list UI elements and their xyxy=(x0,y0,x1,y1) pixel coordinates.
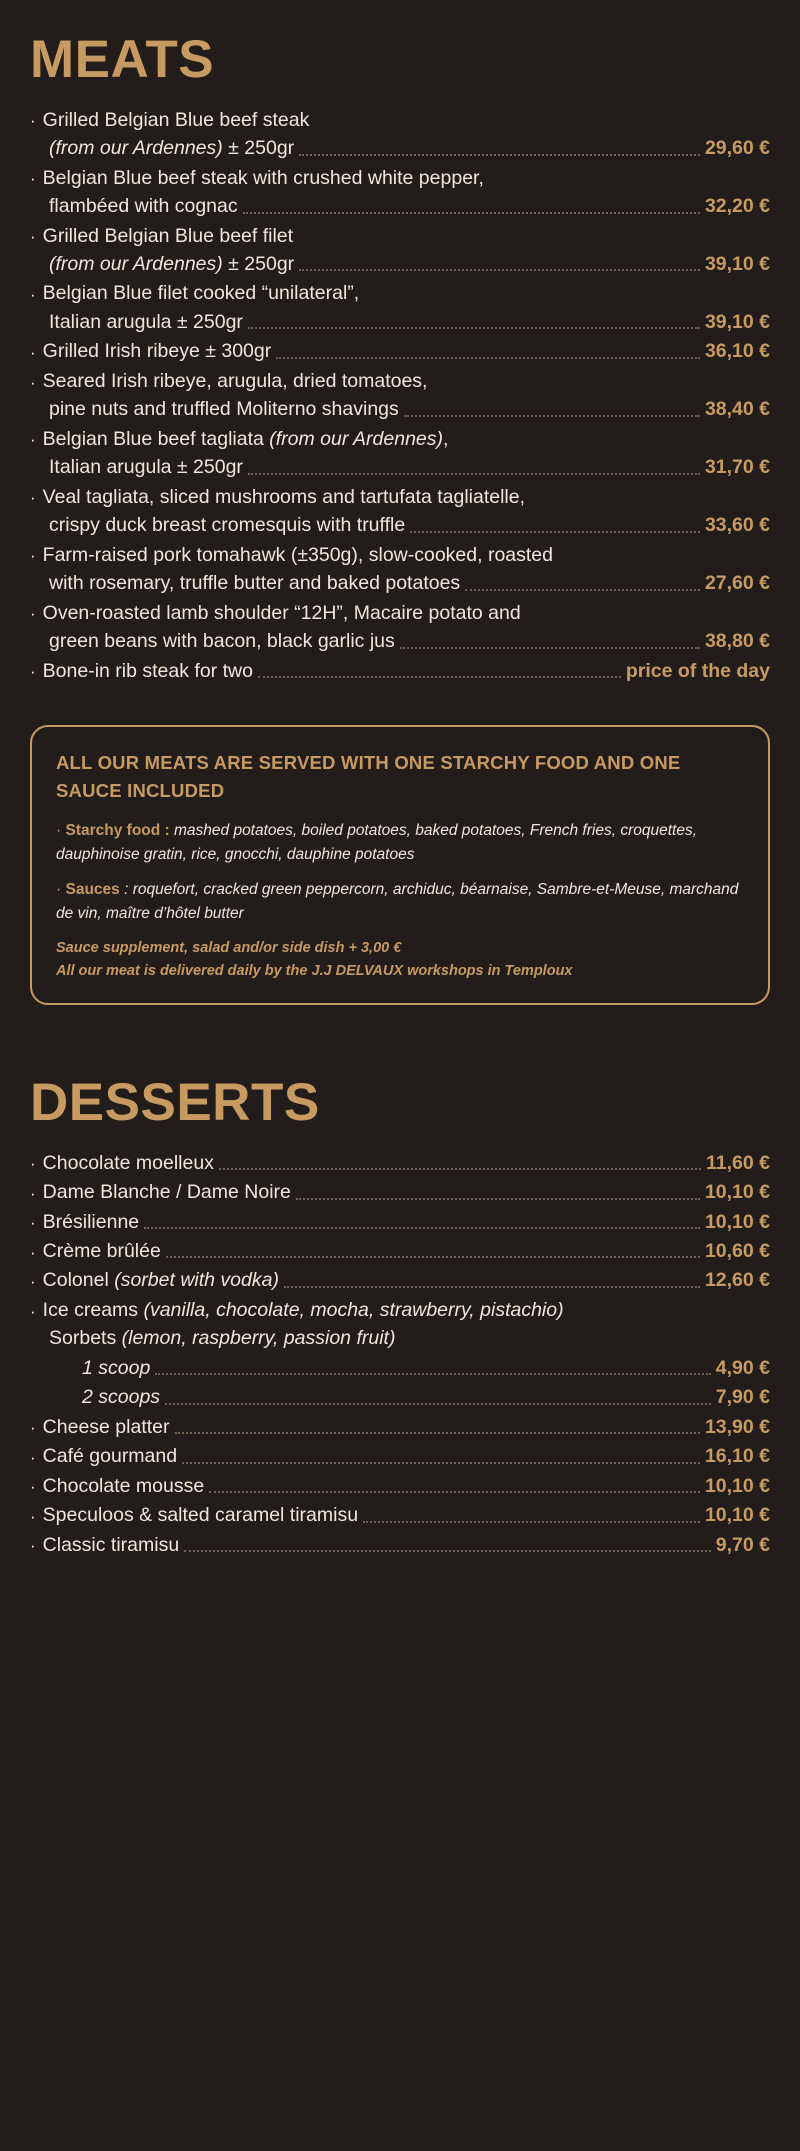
item-price: 9,70 € xyxy=(715,1533,770,1556)
item-price: price of the day xyxy=(625,659,770,682)
menu-item xyxy=(30,1237,770,1265)
item-name-text: with rosemary, truffle butter and baked potatoes xyxy=(49,572,461,595)
item-name: Bone-in rib steak for two xyxy=(42,659,253,682)
item-price: 16,10 € xyxy=(704,1445,770,1468)
dot-leader xyxy=(248,327,700,329)
item-price: 39,10 € xyxy=(704,252,770,275)
item-name xyxy=(49,134,294,162)
bullet-icon: · xyxy=(30,1447,36,1467)
menu-item xyxy=(30,1354,770,1382)
bullet-icon: · xyxy=(30,1536,36,1556)
dot-leader xyxy=(155,1373,710,1375)
meats-item-list xyxy=(30,106,770,685)
bullet-icon: · xyxy=(30,546,36,566)
bullet-icon: · xyxy=(30,372,36,392)
bullet-icon: · xyxy=(30,488,36,508)
item-name-text: Italian arugula ± 250gr xyxy=(49,310,243,333)
menu-item xyxy=(30,1178,770,1206)
info-box-starchy-line xyxy=(56,819,744,867)
item-name-note: (sorbet with vodka) xyxy=(114,1269,279,1292)
item-name: Chocolate mousse xyxy=(42,1474,205,1497)
item-price: 38,80 € xyxy=(704,630,770,653)
menu-item-line2 xyxy=(30,308,770,336)
item-name xyxy=(49,453,243,481)
dot-leader xyxy=(175,1432,700,1434)
menu-item-line1 xyxy=(30,367,770,395)
menu-item-line1 xyxy=(30,279,770,307)
item-price: 33,60 € xyxy=(704,514,770,537)
bullet-icon: · xyxy=(30,111,36,131)
menu-item xyxy=(30,425,770,482)
menu-item xyxy=(30,1413,770,1441)
item-price: 36,10 € xyxy=(704,340,770,363)
bullet-icon: · xyxy=(30,343,36,363)
item-name xyxy=(49,1324,395,1352)
menu-item xyxy=(30,599,770,656)
menu-item xyxy=(30,367,770,424)
item-price: 32,20 € xyxy=(704,195,770,218)
item-name xyxy=(49,308,243,336)
menu-item-line1 xyxy=(30,222,770,250)
menu-item xyxy=(30,164,770,221)
menu-item-line1 xyxy=(30,164,770,192)
menu-item xyxy=(30,1266,770,1294)
item-name-text: pine nuts and truffled Moliterno shavings xyxy=(49,398,399,421)
item-name-text: Belgian Blue beef tagliata xyxy=(42,427,270,450)
item-price: 31,70 € xyxy=(704,456,770,479)
item-name-suffix: , xyxy=(443,427,449,450)
dot-leader xyxy=(296,1198,700,1200)
item-name xyxy=(49,395,399,423)
item-name: Dame Blanche / Dame Noire xyxy=(42,1181,291,1204)
item-name-text: Colonel xyxy=(42,1269,115,1292)
menu-item xyxy=(30,1208,770,1236)
bullet-icon: · xyxy=(30,1213,36,1233)
bullet-icon: · xyxy=(30,1418,36,1438)
item-price: 10,10 € xyxy=(704,1474,770,1497)
item-name-text: flambéed with cognac xyxy=(49,195,238,218)
item-name-note: (from our Ardennes) xyxy=(49,137,223,160)
item-price: 29,60 € xyxy=(704,137,770,160)
item-name: Speculoos & salted caramel tiramisu xyxy=(42,1504,359,1527)
item-price: 4,90 € xyxy=(715,1356,770,1379)
dot-leader xyxy=(243,212,700,214)
menu-item-line2 xyxy=(30,1324,770,1352)
item-name: 1 scoop xyxy=(82,1356,151,1379)
menu-item xyxy=(30,1531,770,1559)
item-price: 10,10 € xyxy=(704,1504,770,1527)
item-name: Oven-roasted lamb shoulder “12H”, Macaire potato and xyxy=(42,601,521,624)
item-name-suffix: ± 250gr xyxy=(222,137,295,160)
item-price: 10,60 € xyxy=(704,1240,770,1262)
bullet-icon: · xyxy=(30,1272,36,1292)
dot-leader xyxy=(219,1168,701,1170)
bullet-icon: · xyxy=(30,662,36,682)
menu-item-line1 xyxy=(30,425,770,453)
dot-leader xyxy=(209,1491,700,1493)
meats-info-box xyxy=(30,725,770,1005)
dot-leader xyxy=(363,1521,700,1523)
item-name: Chocolate moelleux xyxy=(42,1151,214,1174)
item-name xyxy=(49,569,460,597)
menu-item-line2 xyxy=(30,627,770,655)
item-price: 12,60 € xyxy=(704,1269,770,1292)
menu-item xyxy=(30,483,770,540)
meats-section-title: MEATS xyxy=(30,30,215,89)
item-name xyxy=(49,192,238,220)
menu-item xyxy=(30,1149,770,1177)
menu-item-line2 xyxy=(30,395,770,423)
item-name xyxy=(43,1266,279,1294)
menu-item-line1 xyxy=(30,106,770,134)
menu-item xyxy=(30,337,770,365)
menu-item xyxy=(30,106,770,163)
item-name-text: Italian arugula ± 250gr xyxy=(49,456,243,479)
menu-item-line2 xyxy=(30,134,770,162)
item-name: Café gourmand xyxy=(42,1445,178,1468)
bullet-icon: · xyxy=(30,1242,36,1262)
item-name: Classic tiramisu xyxy=(42,1533,180,1556)
sauces-text: : roquefort, cracked green peppercorn, archiduc, béarnaise, Sambre-et-Meuse, marchand de vin, maître d’hôtel butter xyxy=(56,880,739,922)
menu-item xyxy=(30,541,770,598)
item-name: Grilled Irish ribeye ± 300gr xyxy=(42,340,272,363)
info-box-heading: ALL OUR MEATS ARE SERVED WITH ONE STARCHY FOOD AND ONE SAUCE INCLUDED xyxy=(56,752,681,801)
item-name-suffix: ± 250gr xyxy=(222,252,295,275)
bullet-icon: · xyxy=(30,1506,36,1526)
dot-leader xyxy=(248,473,700,475)
dot-leader xyxy=(276,357,700,359)
dot-leader xyxy=(410,531,700,533)
menu-item-line2 xyxy=(30,192,770,220)
item-price: 10,10 € xyxy=(704,1210,770,1233)
item-name-note: (from our Ardennes) xyxy=(49,252,223,275)
meat-delivery-note: All our meat is delivered daily by the J.J DELVAUX workshops in Temploux xyxy=(56,962,573,979)
item-name-text: Ice creams xyxy=(42,1298,144,1321)
dot-leader xyxy=(404,415,700,417)
menu-item xyxy=(30,1442,770,1470)
item-name-text: green beans with bacon, black garlic jus xyxy=(49,630,395,653)
item-name: 2 scoops xyxy=(82,1386,161,1409)
starchy-food-label: Starchy food : xyxy=(65,821,170,839)
item-name: Crème brûlée xyxy=(42,1240,161,1262)
bullet-icon: · xyxy=(30,1154,36,1174)
item-name-note: (lemon, raspberry, passion fruit) xyxy=(121,1327,396,1350)
item-price: 39,10 € xyxy=(704,310,770,333)
item-price: 27,60 € xyxy=(704,572,770,595)
bullet-icon: · xyxy=(30,1183,36,1203)
item-name xyxy=(43,1296,564,1324)
item-name: Belgian Blue beef steak with crushed white pepper, xyxy=(42,166,484,189)
sauces-label: Sauces xyxy=(65,880,120,898)
bullet-icon: · xyxy=(30,285,36,305)
dot-leader xyxy=(182,1462,700,1464)
item-price: 38,40 € xyxy=(704,398,770,421)
menu-item-line1 xyxy=(30,483,770,511)
item-price: 11,60 € xyxy=(706,1151,770,1174)
menu-item-line2 xyxy=(30,453,770,481)
item-name: Cheese platter xyxy=(42,1415,170,1438)
menu-item xyxy=(30,279,770,336)
item-name xyxy=(49,511,405,539)
menu-item-line2 xyxy=(30,569,770,597)
item-name: Farm-raised pork tomahawk (±350g), slow-cooked, roasted xyxy=(42,543,553,566)
menu-item xyxy=(30,1383,770,1411)
item-name: Grilled Belgian Blue beef filet xyxy=(42,224,294,247)
item-name: Veal tagliata, sliced mushrooms and tartufata tagliatelle, xyxy=(42,485,526,508)
menu-item-line2 xyxy=(30,511,770,539)
info-box-sauces-line xyxy=(56,878,744,926)
bullet-icon: · xyxy=(30,227,36,247)
desserts-section-title: DESSERTS xyxy=(30,1072,320,1132)
item-name xyxy=(49,627,395,655)
item-price: 7,90 € xyxy=(715,1386,770,1409)
bullet-dot: · xyxy=(56,880,62,898)
item-name xyxy=(49,250,294,278)
dot-leader xyxy=(465,589,700,591)
item-name-text: Sorbets xyxy=(49,1327,122,1350)
dot-leader xyxy=(299,154,700,156)
item-name-note: (vanilla, chocolate, mocha, strawberry, pistachio) xyxy=(143,1298,564,1321)
bullet-icon: · xyxy=(30,1301,36,1321)
item-name: Seared Irish ribeye, arugula, dried tomatoes, xyxy=(42,369,428,392)
menu-item xyxy=(30,657,770,685)
bullet-dot: · xyxy=(56,821,62,839)
menu-item xyxy=(30,1501,770,1529)
dot-leader xyxy=(299,269,700,271)
dot-leader xyxy=(165,1403,711,1405)
menu-item xyxy=(30,1472,770,1500)
dot-leader xyxy=(284,1286,700,1288)
menu-item xyxy=(30,1296,770,1353)
starchy-food-text: mashed potatoes, boiled potatoes, baked potatoes, French fries, croquettes, dauphinoise gratin, rice, gnocchi, dauphine potatoes xyxy=(56,821,698,863)
item-name: Brésilienne xyxy=(42,1210,140,1233)
item-price: 13,90 € xyxy=(704,1415,770,1438)
desserts-item-list xyxy=(30,1149,770,1560)
dot-leader xyxy=(400,647,700,649)
bullet-icon: · xyxy=(30,430,36,450)
item-name-text: crispy duck breast cromesquis with truffle xyxy=(49,514,406,537)
menu-item-line1 xyxy=(30,1296,770,1324)
menu-item-line1 xyxy=(30,541,770,569)
item-name: Grilled Belgian Blue beef steak xyxy=(42,108,310,131)
menu-item xyxy=(30,222,770,279)
menu-item-line1 xyxy=(30,599,770,627)
bullet-icon: · xyxy=(30,604,36,624)
item-name: Belgian Blue filet cooked “unilateral”, xyxy=(42,282,360,305)
item-price: 10,10 € xyxy=(704,1181,770,1204)
dot-leader xyxy=(144,1227,700,1229)
item-name xyxy=(43,425,449,453)
dot-leader xyxy=(184,1550,711,1552)
bullet-icon: · xyxy=(30,169,36,189)
dot-leader xyxy=(166,1256,700,1258)
bullet-icon: · xyxy=(30,1477,36,1497)
dot-leader xyxy=(258,676,621,678)
section-spacer xyxy=(30,1005,770,1065)
sauce-supplement-note: Sauce supplement, salad and/or side dish + 3,00 € xyxy=(56,939,402,956)
item-name-note: (from our Ardennes) xyxy=(269,427,444,450)
menu-item-line2 xyxy=(30,250,770,278)
